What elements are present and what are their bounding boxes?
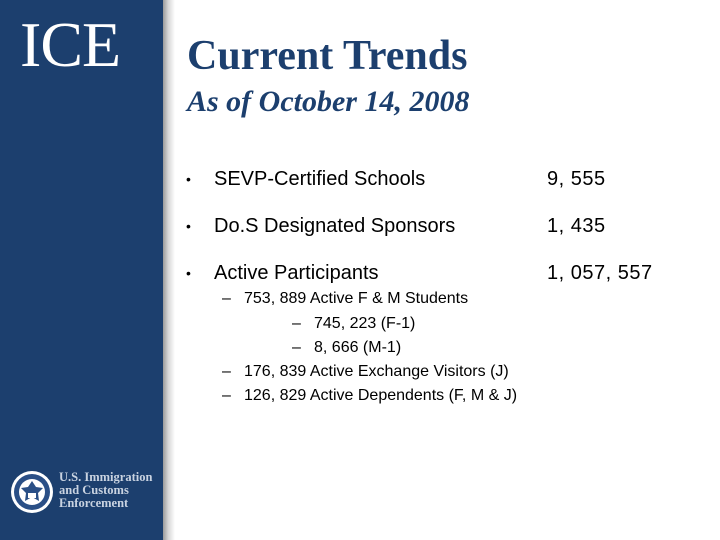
sub-item-text: 753, 889 Active F & M Students xyxy=(244,290,469,307)
agency-line: U.S. Immigration xyxy=(59,470,153,484)
stat-value: 9, 555 xyxy=(547,168,606,190)
sub-item-text: 126, 829 Active Dependents (F, M & J) xyxy=(244,387,518,404)
ice-logo-text: ICE xyxy=(20,9,121,80)
slide-subtitle: As of October 14, 2008 xyxy=(187,85,470,118)
slide-title: Current Trends xyxy=(187,33,468,79)
bullet: • xyxy=(186,265,191,281)
stat-label: Active Participants xyxy=(214,262,379,284)
sub-item-text: 176, 839 Active Exchange Visitors (J) xyxy=(244,363,509,380)
dash: – xyxy=(222,363,231,380)
stat-label: Do.S Designated Sponsors xyxy=(214,215,456,237)
dash: – xyxy=(222,290,231,307)
stat-row-dos-sponsors xyxy=(186,213,666,239)
stat-row-sevp-schools xyxy=(186,166,666,192)
sub-item-m1 xyxy=(292,337,401,359)
sub-item-exchange-visitors xyxy=(222,361,509,383)
stat-row-active-participants xyxy=(186,260,666,286)
sub-item-fm-students xyxy=(222,288,468,310)
sub-item-text: 745, 223 (F-1) xyxy=(314,315,416,332)
agency-line: Enforcement xyxy=(59,496,129,510)
sub-item-dependents xyxy=(222,385,517,407)
stat-value: 1, 435 xyxy=(547,215,606,237)
sidebar-shadow xyxy=(163,0,175,540)
stat-label: SEVP-Certified Schools xyxy=(214,168,426,190)
dash: – xyxy=(222,387,231,404)
sidebar xyxy=(0,0,163,540)
sub-item-text: 8, 666 (M-1) xyxy=(314,339,402,356)
agency-line: and Customs xyxy=(59,483,129,497)
dash: – xyxy=(292,339,301,356)
agency-name xyxy=(59,471,163,510)
stat-value: 1, 057, 557 xyxy=(547,262,653,284)
dhs-seal-icon xyxy=(10,470,54,514)
dash: – xyxy=(292,315,301,332)
bullet: • xyxy=(186,171,191,187)
sub-item-f1 xyxy=(292,313,415,335)
bullet: • xyxy=(186,218,191,234)
